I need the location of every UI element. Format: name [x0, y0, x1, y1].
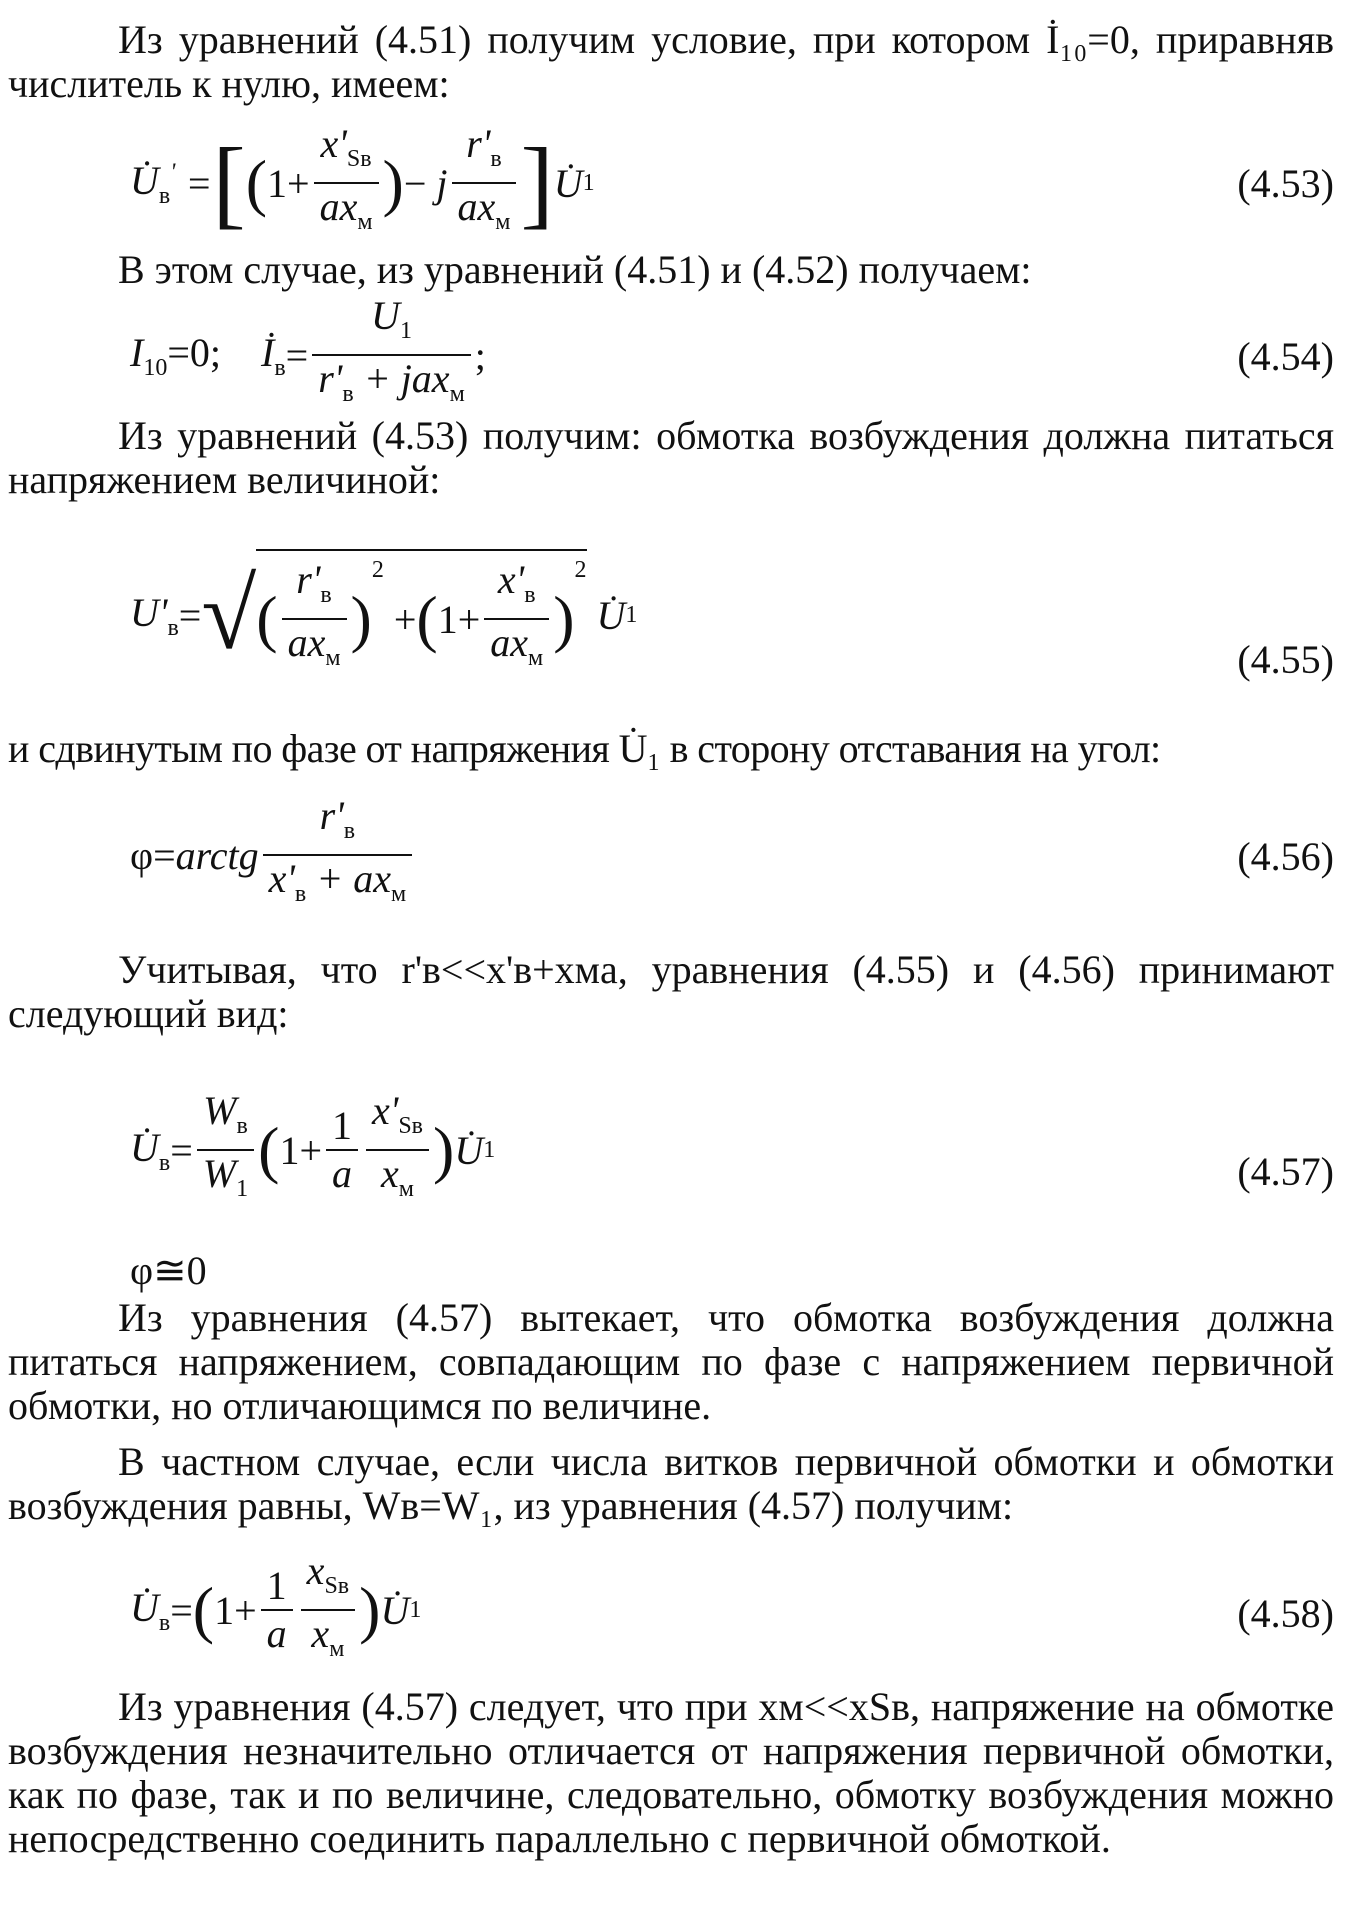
paragraph-4: и сдвинутым по фазе от напряжения U̇₁ в сторону отставания на угол:	[8, 726, 1161, 771]
paragraph-1: Из уравнений (4.51) получим условие, при котором İ₁₀=0, приравняв числитель к нулю, имеем:	[8, 17, 1334, 106]
equation-4-53: $U̇_в'$ = [ ( 1+ $x'_{Sв}$ $ax_м$ ) − j $r'_в$ $ax_м$ ] U̇ 1	[130, 121, 595, 238]
paragraph-9: Из уравнения (4.57) следует, что при xм<<xSв, напряжение на обмотке возбуждения незначительно отличается от напряжения первичной обмотки, как по фазе, так и по величине, следовательно, обмотку возбуждения можно непосредственно соединить параллельно с первичной обмоткой.	[8, 1684, 1334, 1861]
equation-number-4-57: (4.57)	[1237, 1149, 1334, 1194]
paragraph-2: В этом случае, из уравнений (4.51) и (4.52) получаем:	[118, 247, 1032, 292]
phi-approx: φ≅0	[130, 1248, 207, 1293]
equation-number-4-54: (4.54)	[1237, 334, 1334, 379]
equation-number-4-53: (4.53)	[1237, 161, 1334, 206]
paragraph-8: В частном случае, если числа витков первичной обмотки и обмотки возбуждения равны, Wв=W₁, из уравнения (4.57) получим:	[8, 1439, 1334, 1528]
equation-4-54: $I_{10}=0$; $İ_в$ = $U_1$ $r'_в + jax_м$ ;	[130, 293, 486, 407]
equation-4-57: $U̇_в$ = $W_в$ $W_1$ ( 1+ $\frac{1}{a}$ $x'_{Sв}$ $x_м$ ) U̇ 1	[130, 1088, 496, 1202]
paragraph-3: Из уравнений (4.53) получим: обмотка возбуждения должна питаться напряжением величиной:	[8, 413, 1334, 502]
paragraph-7: Из уравнения (4.57) вытекает, что обмотка возбуждения должна питаться напряжением, совпадающим по фазе с напряжением первичной обмотки, но отличающимся по величине.	[8, 1295, 1334, 1428]
equation-number-4-56: (4.56)	[1237, 834, 1334, 879]
equation-number-4-58: (4.58)	[1237, 1591, 1334, 1636]
equation-4-58: $U̇_в$ = ( 1+ $\frac{1}{a}$ $x_{Sв}$ $x_м$ ) U̇ 1	[130, 1548, 422, 1662]
equation-4-55: $U'_в$ = √ ( $r'_в$ $ax_м$ ) 2 + ( 1+ $x'_в$ $ax_м$ ) 2 U̇ 1	[130, 540, 637, 690]
equation-number-4-55: (4.55)	[1237, 637, 1334, 682]
equation-4-56: φ= arctg $r'_в$ $x'_в + ax_м$	[130, 800, 416, 910]
paragraph-5: Учитывая, что r'в<<x'в+xмa, уравнения (4.55) и (4.56) принимают следующий вид:	[8, 947, 1334, 1036]
